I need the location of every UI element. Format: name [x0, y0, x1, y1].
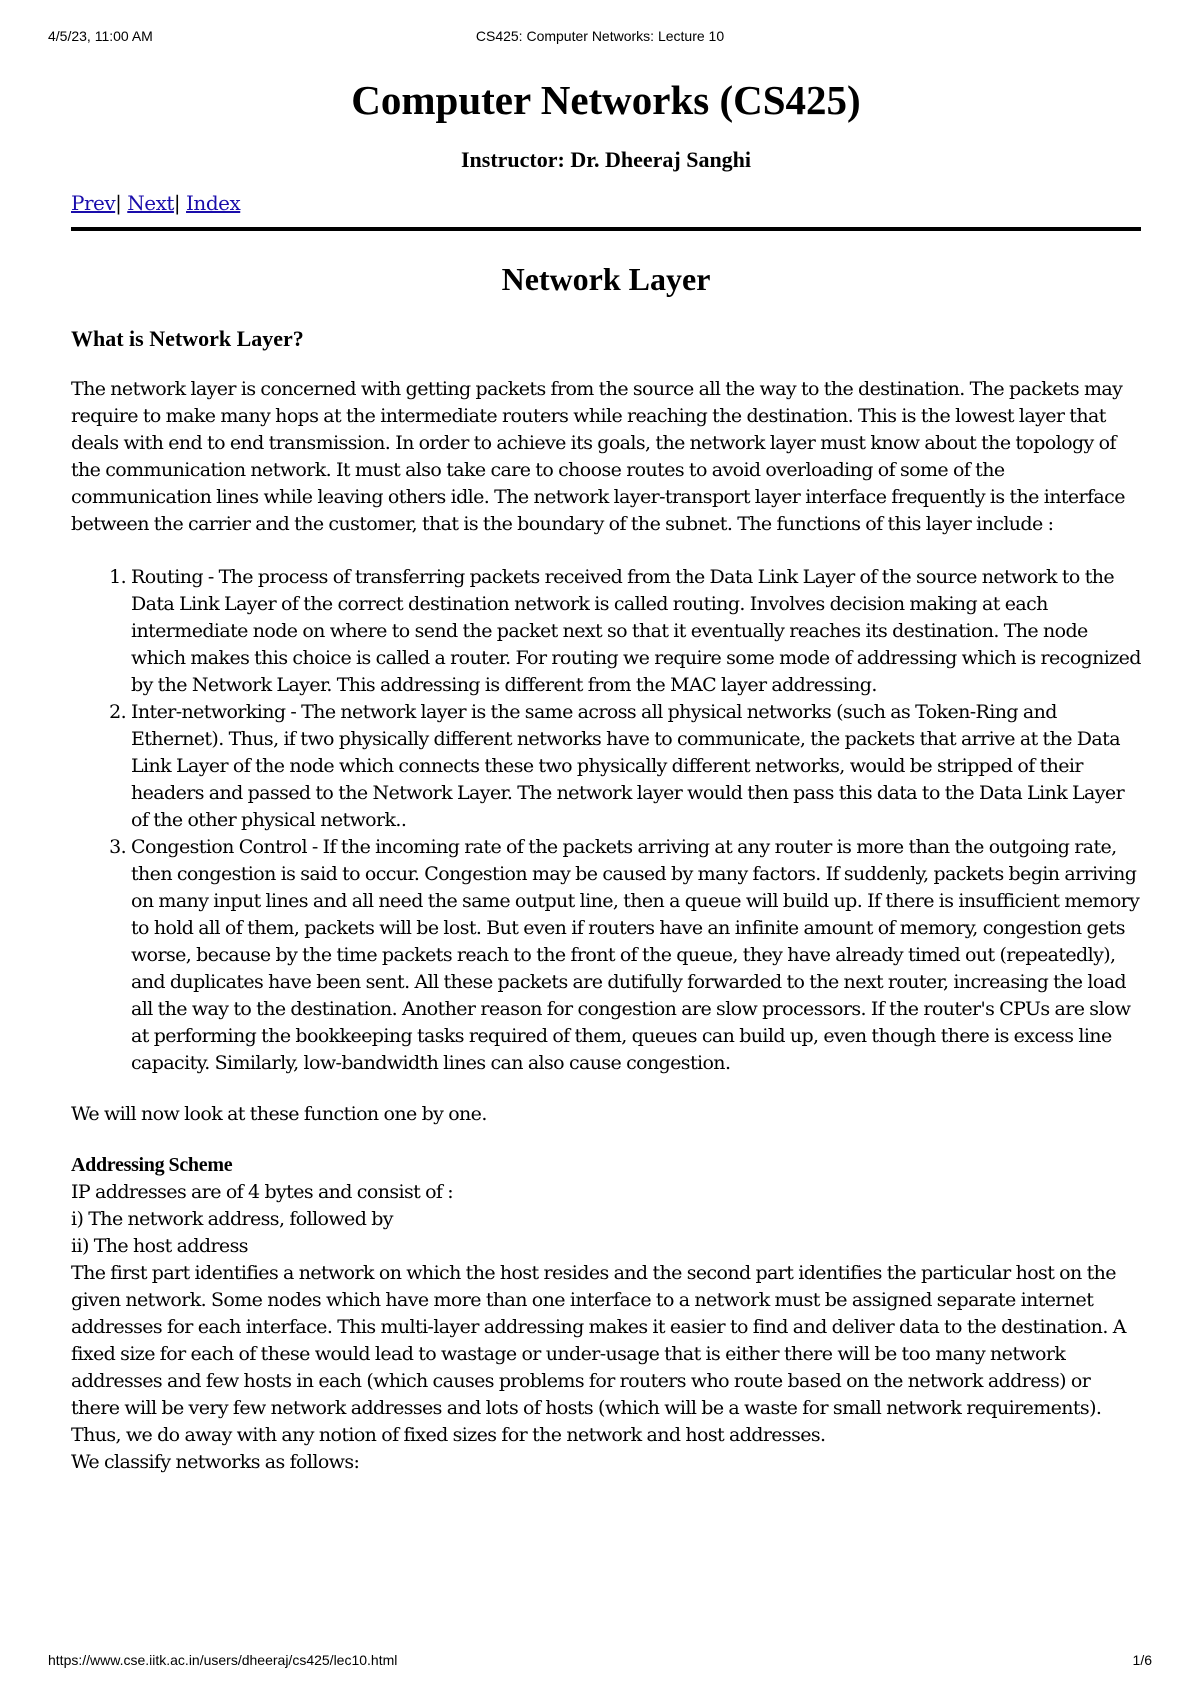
subsection-title: What is Network Layer? [71, 326, 304, 352]
prev-link[interactable]: Prev [71, 191, 116, 216]
list-item-routing: 1. Routing - The process of transferring packets received from the Data Link Layer of the source network to the Data Link Layer of the correct destination network is called routing. Involves decision making at each intermediate node on where to send the packet next so that it eventually reaches its destination. The node which makes this choice is called a router. For routing we require some mode of addressing which is recognized by the Network Layer. This addressing is different from the MAC layer addressing. [131, 564, 1141, 699]
print-url: https://www.cse.iitk.ac.in/users/dheeraj/cs425/lec10.html [48, 1652, 398, 1668]
addressing-last-line: We classify networks as follows: [71, 1451, 360, 1474]
print-page-number: 1/6 [1132, 1652, 1152, 1668]
addressing-line: ii) The host address [71, 1235, 248, 1258]
addressing-line: i) The network address, followed by [71, 1208, 393, 1231]
next-link[interactable]: Next [127, 191, 174, 216]
print-doc-title: CS425: Computer Networks: Lecture 10 [475, 28, 725, 44]
print-date: 4/5/23, 11:00 AM [48, 28, 153, 44]
followup-paragraph: We will now look at these function one by one. [71, 1103, 487, 1126]
section-title: Network Layer [501, 261, 711, 298]
header-divider [71, 227, 1141, 231]
nav-links [71, 191, 1141, 215]
course-title: Computer Networks (CS425) [351, 77, 861, 123]
article-body [71, 376, 1141, 1476]
addressing-line: IP addresses are of 4 bytes and consist of : [71, 1181, 454, 1204]
addressing-title: Addressing Scheme [71, 1154, 233, 1177]
print-header [48, 28, 1152, 48]
instructor-line: Instructor: Dr. Dheeraj Sanghi [460, 147, 752, 173]
nav-separator: | [173, 191, 187, 216]
addressing-paragraph: The first part identifies a network on which the host resides and the second part identifies the particular host on the given network. Some nodes which have more than one interface to a network must be assigned separate internet addresses for each interface. This multi-layer addressing makes it easier to find and deliver data to the destination. A fixed size for each of these would lead to wastage or under-usage that is either there will be too many network addresses and few hosts in each (which causes problems for routers who route based on the network address) or there will be very few network addresses and lots of hosts (which will be a waste for small network requirements). Thus, we do away with any notion of fixed sizes for the network and host addresses. [71, 1262, 1126, 1447]
intro-paragraph: The network layer is concerned with getting packets from the source all the way to the destination. The packets may require to make many hops at the intermediate routers while reaching the destination. This is the lowest layer that deals with end to end transmission. In order to achieve its goals, the network layer must know about the topology of the communication network. It must also take care to choose routes to avoid overloading of some of the communication lines while leaving others idle. The network layer-transport layer interface frequently is the interface between the carrier and the customer, that is the boundary of the subnet. The functions of this layer include : [71, 378, 1125, 536]
nav-separator: | [115, 191, 128, 216]
page-content [71, 70, 1141, 1476]
index-link[interactable]: Index [186, 191, 241, 216]
list-item-congestion-control: 3. Congestion Control - If the incoming rate of the packets arriving at any router is more than the outgoing rate, then congestion is said to occur. Congestion may be caused by many factors. If suddenly, packets begin arriving on many input lines and all need the same output line, then a queue will build up. If there is insufficient memory to hold all of them, packets will be lost. But even if routers have an infinite amount of memory, congestion gets worse, because by the time packets reach to the front of the queue, they have already timed out (repeatedly), and duplicates have been sent. All these packets are dutifully forwarded to the next router, increasing the load all the way to the destination. Another reason for congestion are slow processors. If the router's CPUs are slow at performing the bookkeeping tasks required of them, queues can build up, even though there is excess line capacity. Similarly, low-bandwidth lines can also cause congestion. [131, 834, 1141, 1077]
print-footer [48, 1652, 1152, 1672]
functions-list [71, 564, 1141, 1077]
list-item-internetworking: 2. Inter-networking - The network layer is the same across all physical networks (such as Token-Ring and Ethernet). Thus, if two physically different networks have to communicate, the packets that arrive at the Data Link Layer of the node which connects these two physically different networks, would be stripped of their headers and passed to the Network Layer. The network layer would then pass this data to the Data Link Layer of the other physical network.. [131, 699, 1141, 834]
